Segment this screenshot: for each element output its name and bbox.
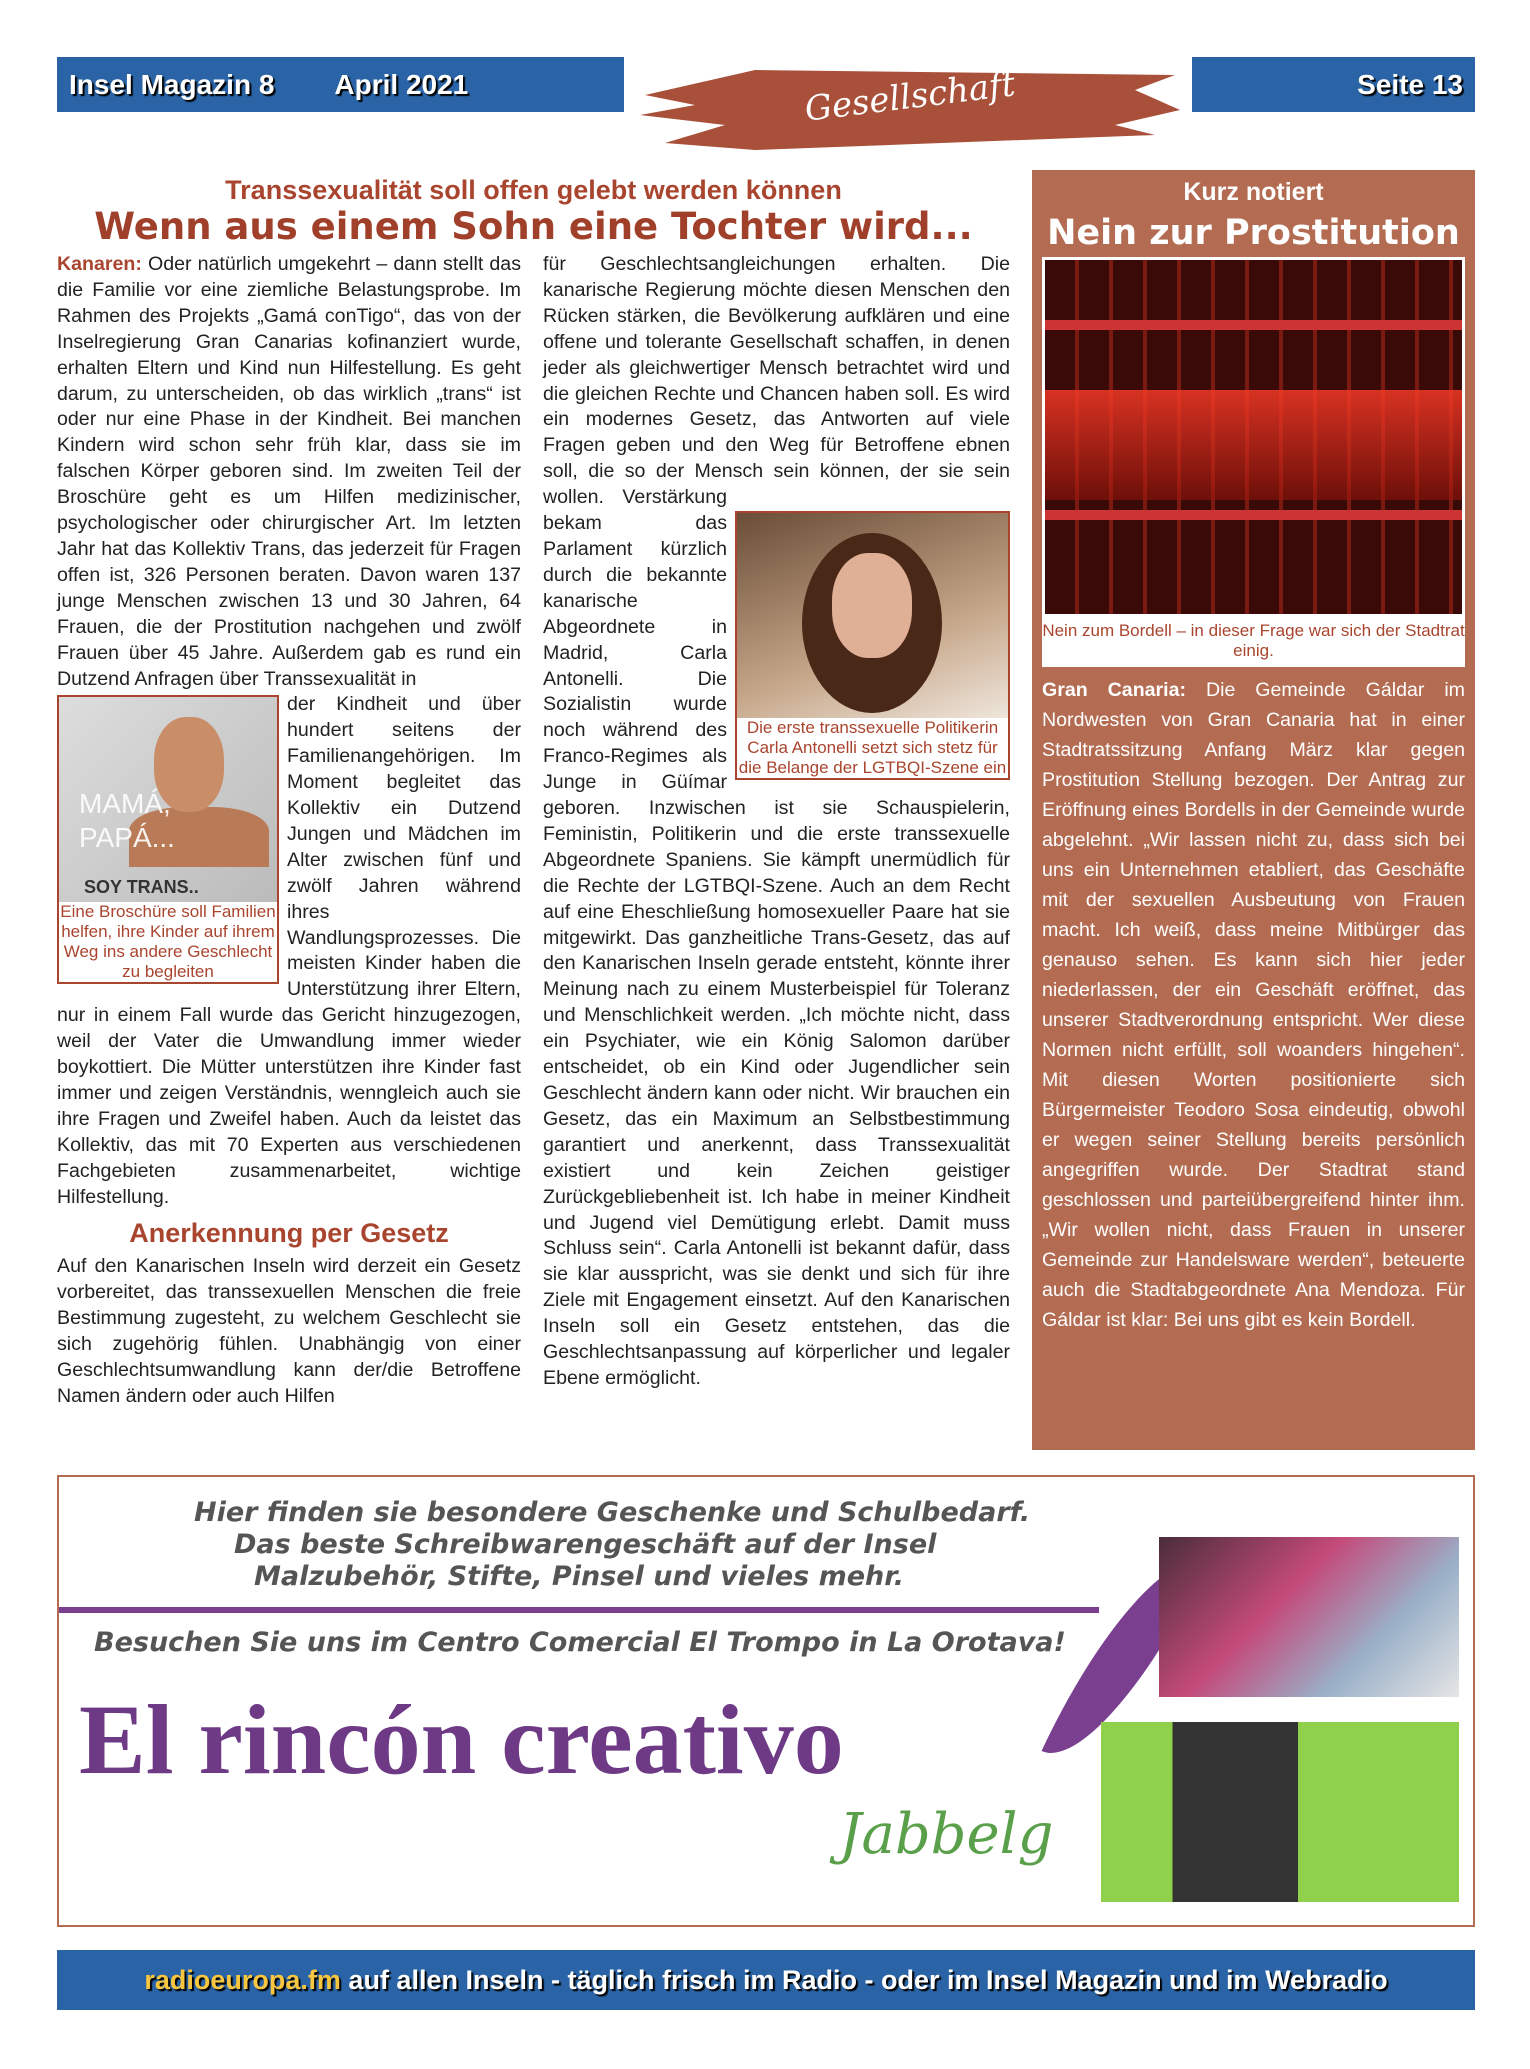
section-label: Gesellschaft <box>802 64 1018 130</box>
advertisement[interactable] <box>57 1475 1475 1927</box>
paragraph: Auf den Kanarischen Inseln wird derzeit ein Gesetz vorbereitet, das transsexuellen Menschen die freie Bestimmung zugesteht, zu welchem Geschlecht sie sich zugehörig fühlen. Unabhängig von einer Geschlechtsumwandlung kann der/die Betroffene Namen ändern oder auch Hilfen <box>57 1255 521 1407</box>
figure-caption: Die erste transsexuelle Politikerin Carla Antonelli setzt sich stetz für die Belange der LGTBQI-Szene ein <box>738 718 1007 777</box>
politician-figure <box>735 511 1010 780</box>
ad-line: Hier finden sie besondere Geschenke und Schulbedarf. <box>194 1497 1031 1528</box>
shop-front-photo <box>1101 1722 1459 1902</box>
footer-text: auf allen Inseln - täglich frisch im Radio - oder im Insel Magazin und im Webradio <box>340 1965 1388 1995</box>
figure-caption: Eine Broschüre soll Familien helfen, ihre Kinder auf ihrem Weg ins andere Geschlecht zu begleiten <box>60 902 276 982</box>
divider <box>59 1607 1099 1613</box>
section-banner <box>635 55 1185 155</box>
sidebar-kicker: Kurz notiert <box>1183 178 1324 206</box>
subheading: Anerkennung per Gesetz <box>129 1217 449 1248</box>
sidebar-box <box>1032 170 1475 1450</box>
article-kicker: Transsexualität soll offen gelebt werden können <box>225 175 842 205</box>
issue-date: April 2021 <box>334 69 469 100</box>
ad-line: Das beste Schreibwarengeschäft auf der Insel <box>234 1529 937 1560</box>
article-column-2 <box>543 252 1010 1392</box>
lead-label: Gran Canaria: <box>1042 679 1187 701</box>
paragraph: Oder natürlich umgekehrt – dann stellt das die Familie vor eine ziemliche Belastungsprobe. Im Rahmen des Projekts „Gamá conTigo“, das von der Inselregierung Gran Canarias kofinanziert wurde, erhalten Eltern und Kind nun Hilfestellung. Es geht darum, zu unterscheiden, ob das wirklich „trans“ ist oder nur eine Phase in der Kindheit. Bei manchen Kindern wird schon sehr früh klar, dass sie im falschen Körper geboren sind. Im zweiten Teil der Broschüre geht es um Hilfen medizinischer, psychologischer oder chirurgischer Art. Im letzten Jahr hat das Kollektiv Trans, das jederzeit für Fragen offen ist, 326 Personen beraten. Davon waren 137 junge Menschen zwischen 13 und 30 Jahren, 64 Frauen, die der Prostitution nachgehen und zwölf Frauen über 45 Jahre. Außerdem gab es rund ein Dutzend Anfragen über Transsexualität in <box>57 253 521 690</box>
header-left-bar <box>57 57 624 112</box>
magazine-name: Insel Magazin 8 <box>69 69 275 100</box>
article-column-1 <box>57 252 521 1410</box>
brochure-figure <box>57 695 279 984</box>
brochure-photo: MAMÁ, PAPÁ... SOY TRANS.. <box>59 697 277 902</box>
politician-photo <box>737 513 1008 718</box>
ad-signature: Jabbelg <box>839 1802 1054 1867</box>
bordello-photo <box>1042 257 1465 617</box>
paragraph: für Geschlechtsangleichungen erhalten. Die kanarische Regierung möchte diesen Menschen den Rücken stärken, die Bevölkerung aufklären und eine offene und tolerante Gesellschaft schaffen, in denen jeder als gleichwertiger Mensch betrachtet wird und die gleichen Rechte und Chancen haben soll. Es wird ein modernes Gesetz, das Antworten auf viele Fragen geben und den Weg für Betroffene ebnen soll, die so der Mensch sein können, der sie sein wollen. Verstärkung bekam das Parlament kürzlich durch die bekannte kanarische Abgeordnete in Madrid, Carla Antonelli. Die Sozialistin wurde noch während des Franco-Regimes als Junge in Güímar geboren. Inzwischen ist sie Schauspielerin, Feministin, Politikerin und die erste transsexuelle Abgeordnete Spaniens. Sie kämpft unermüdlich für die Rechte der LGTBQI-Szene. Auch an dem Recht auf eine Eheschließung homosexueller Paare hat sie mitgewirkt. Das ganzheitliche Trans-Gesetz, das auf den Kanarischen Inseln gerade entsteht, könnte ihrer Meinung nach zu einem Musterbeispiel für Toleranz und Menschlichkeit werden. „Ich möchte nicht, dass ein Psychiater, wie ein König Salomon darüber entscheidet, ob ein Kind oder Jugendlicher sein Geschlecht ändern kann oder nicht. Wir brauchen ein Gesetz, das ein Maximum an Selbstbestimmung garantiert und anerkennt, dass Transsexualität existiert und kein Zeichen geistiger Zurückgebliebenheit ist. Ich habe in meiner Kindheit und Jugend viel Demütigung erlebt. Damit muss Schluss sein“. Carla Antonelli ist bekannt dafür, dass sie klar ausspricht, was sie denkt und sich für ihre Ziele mit Engagement einsetzt. Auf den Kanarischen Inseln soll ein Gesetz entstehen, das die Geschlechtsanpassung auf körperlicher und legaler Ebene ermöglicht. <box>543 253 1010 1389</box>
lead-label: Kanaren: <box>57 253 142 275</box>
sidebar-body: Die Gemeinde Gáldar im Nordwesten von Gran Canaria hat in einer Stadtratssitzung Anfang März klar gegen Prostitution Stellung bezogen. Der Antrag zur Eröffnung eines Bordells in der Gemeinde wurde abgelehnt. „Wir lassen nicht zu, dass sich bei uns ein Unternehmen etabliert, das Geschäfte mit der sexuellen Ausbeutung von Frauen macht. Ich weiß, dass meine Mitbürger das genauso sehen. Es kann sich hier jeder niederlassen, der ein Geschäft eröffnet, das unserer Stadtverordnung entspricht. Wer diese Normen nicht erfüllt, soll woanders hingehen“. Mit diesen Worten positionierte sich Bürgermeister Teodoro Sosa eindeutig, obwohl er wegen seiner Stellung bereits persönlich angegriffen wurde. Der Stadtrat stand geschlossen und parteiübergreifend hinter ihm. „Wir wollen nicht, dass Frauen in unserer Gemeinde zur Handelsware werden“, beteuerte auch die Stadtabgeordnete Ana Mendoza. Für Gáldar ist klar: Bei uns gibt es kein Bordell. <box>1042 679 1465 1331</box>
sidebar-title: Nein zur Prostitution <box>1047 213 1460 253</box>
ad-line: Malzubehör, Stifte, Pinsel und vieles mehr. <box>254 1561 904 1592</box>
page-number: Seite 13 <box>1192 57 1475 112</box>
photo-caption: Nein zum Bordell – in dieser Frage war sich der Stadtrat einig. <box>1042 617 1465 667</box>
ad-brand-logo: El rincón creativo <box>79 1684 844 1795</box>
footer-banner <box>57 1950 1475 2010</box>
ad-line: Besuchen Sie uns im Centro Comercial El Trompo in La Orotava! <box>94 1627 1066 1658</box>
paragraph: der Kindheit und über hundert seitens der Familienangehörigen. Im Moment begleitet das Kollektiv ein Dutzend Jungen und Mädchen im Alter zwischen fünf und zwölf Jahren während ihres Wandlungsprozesses. Die meisten Kinder haben die Unterstützung ihrer Eltern, nur in einem Fall wurde das Gericht hinzugezogen, weil der Vater die Umwandlung immer wieder boykottiert. Die Mütter unterstützen ihre Kinder fast immer und zeigen Verständnis, wenngleich auch sie ihre Fragen und Zweifel haben. Auch da leistet das Kollektiv, das mit 70 Experten aus verschiedenen Fachgebieten zusammenarbeitet, wichtige Hilfestellung. <box>57 693 521 1208</box>
radio-link[interactable]: radioeuropa.fm <box>144 1965 341 1995</box>
shop-interior-photo <box>1159 1537 1459 1697</box>
article-headline: Wenn aus einem Sohn eine Tochter wird... <box>94 205 973 248</box>
